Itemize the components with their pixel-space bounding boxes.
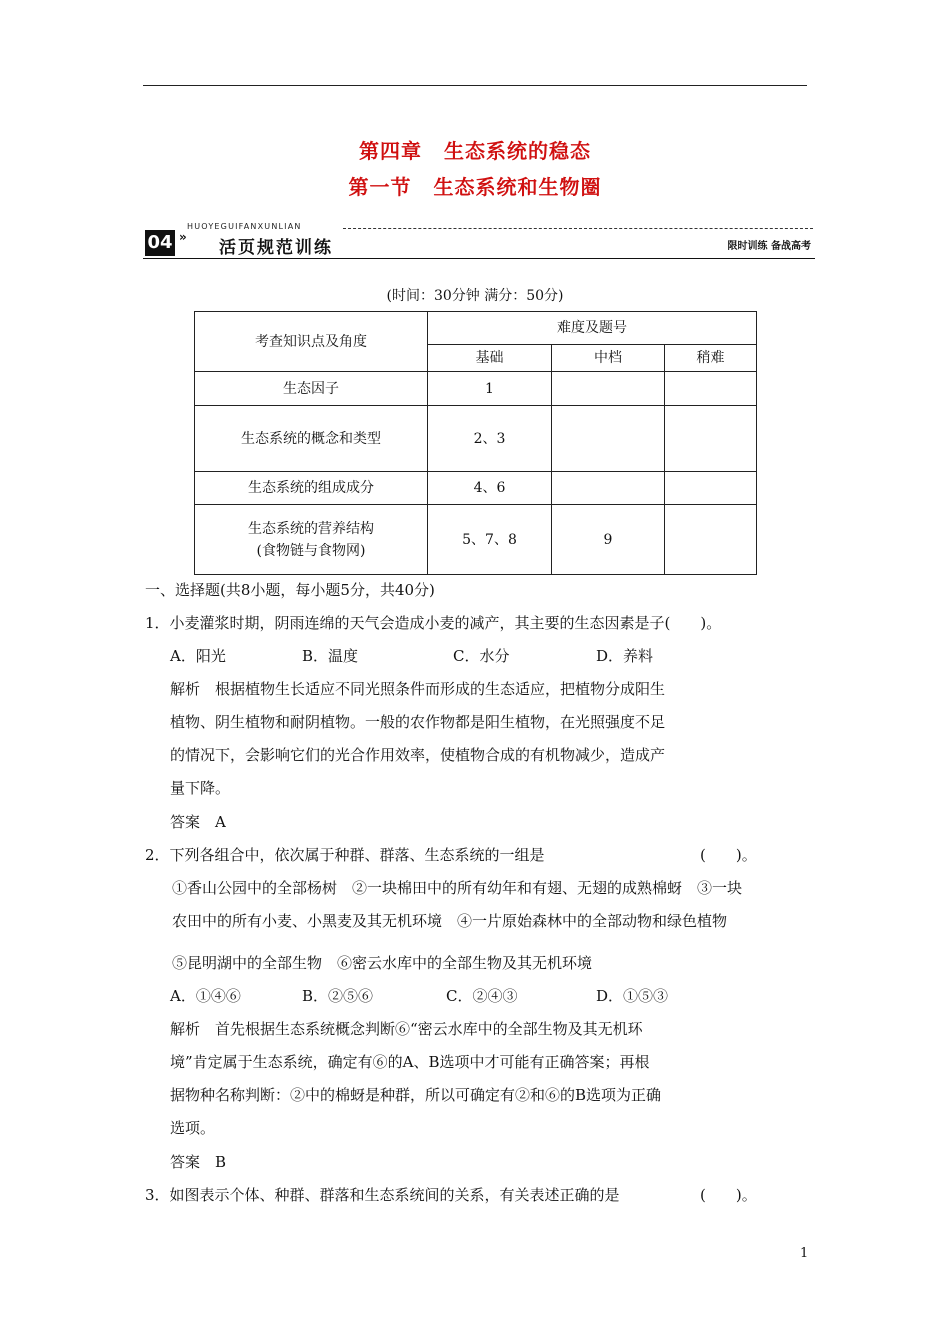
q2-answer: 答案 B	[170, 1153, 227, 1171]
q3-stem: 3．如图表示个体、种群、群落和生态系统间的关系，有关表述正确的是	[145, 1186, 620, 1204]
table-row	[195, 472, 757, 505]
table-cell-topic-line2: (食物链与食物网)	[256, 542, 366, 559]
q1-analysis-line: 解析 根据植物生长适应不同光照条件而形成的生态适应，把植物分成阳生	[170, 680, 666, 698]
q1-analysis-line: 的情况下，会影响它们的光合作用效率，使植物合成的有机物减少，造成产	[170, 746, 666, 764]
q2-analysis-line: 选项。	[170, 1119, 216, 1137]
q1-option-c: C．水分	[453, 647, 510, 665]
q1-option-d: D．养料	[596, 647, 654, 665]
table-row	[195, 505, 757, 575]
q1-option-a: A．阳光	[170, 647, 226, 665]
table-header-hard: 稍难	[665, 345, 757, 372]
table-cell-hard	[665, 505, 757, 575]
banner-dash	[343, 228, 813, 229]
banner-number: 04	[145, 230, 175, 256]
knowledge-table	[194, 311, 757, 575]
table-cell-mid: 9	[552, 505, 665, 575]
q1-analysis-line: 量下降。	[170, 779, 231, 797]
q1-answer: 答案 A	[170, 813, 226, 831]
q2-option-a: A．①④⑥	[170, 987, 241, 1005]
table-cell-topic: 生态系统的组成成分	[195, 472, 428, 505]
q1-analysis-line: 植物、阴生植物和耐阴植物。一般的农作物都是阳生植物，在光照强度不足	[170, 713, 666, 731]
q2-item-line: 农田中的所有小麦、小黑麦及其无机环境 ④一片原始森林中的全部动物和绿色植物	[172, 912, 728, 930]
q2-option-c: C．②④③	[446, 987, 518, 1005]
table-cell-hard	[665, 372, 757, 406]
table-row	[195, 406, 757, 472]
table-cell-mid	[552, 406, 665, 472]
q2-item-line: ⑤昆明湖中的全部生物 ⑥密云水库中的全部生物及其无机环境	[172, 954, 593, 972]
table-cell-mid	[552, 372, 665, 406]
table-cell-mid	[552, 472, 665, 505]
q2-stem: 2．下列各组合中，依次属于种群、群落、生态系统的一组是	[145, 846, 545, 864]
table-cell-topic: 生态因子	[195, 372, 428, 406]
q2-item-line: ①香山公园中的全部杨树 ②一块棉田中的所有幼年和有翅、无翅的成熟棉蚜 ③一块	[172, 879, 743, 897]
table-header-topic: 考查知识点及角度	[195, 312, 428, 372]
table-row	[195, 372, 757, 406]
banner-pinyin: HUOYEGUIFANXUNLIAN	[187, 222, 302, 231]
banner-name: 活页规范训练	[219, 238, 333, 258]
q2-analysis-line: 据物种名称判断：②中的棉蚜是种群，所以可确定有②和⑥的B选项为正确	[170, 1086, 662, 1104]
section-heading: 一、选择题(共8小题，每小题5分，共40分)	[145, 581, 435, 599]
table-cell-hard	[665, 472, 757, 505]
table-cell-basic: 2、3	[428, 406, 552, 472]
table-cell-basic: 5、7、8	[428, 505, 552, 575]
practice-banner	[143, 222, 815, 262]
top-rule	[143, 85, 807, 86]
table-cell-basic: 4、6	[428, 472, 552, 505]
chapter-name: 生态系统的稳态	[444, 139, 591, 163]
table-cell-topic-line1: 生态系统的营养结构	[248, 520, 374, 537]
q1-stem: 1．小麦灌浆时期，阴雨连绵的天气会造成小麦的减产，其主要的生态因素是子( )。	[145, 614, 722, 632]
banner-tagline: 限时训练 备战高考	[727, 241, 811, 252]
section-name: 生态系统和生物圈	[433, 175, 602, 199]
q2-bracket: ( )。	[700, 846, 757, 864]
table-header-difficulty: 难度及题号	[428, 312, 757, 345]
chapter-number: 第四章	[359, 139, 422, 163]
table-cell-topic	[195, 505, 428, 575]
q2-analysis-line: 境”肯定属于生态系统，确定有⑥的A、B选项中才可能有正确答案；再根	[170, 1053, 650, 1071]
q3-bracket: ( )。	[700, 1186, 757, 1204]
table-header-mid: 中档	[552, 345, 665, 372]
banner-rule	[143, 258, 815, 259]
table-cell-topic: 生态系统的概念和类型	[195, 406, 428, 472]
q2-option-b: B．②⑤⑥	[302, 987, 374, 1005]
q2-analysis-line: 解析 首先根据生态系统概念判断⑥“密云水库中的全部生物及其无机环	[170, 1020, 643, 1038]
section-title	[0, 171, 950, 200]
page-number: 1	[800, 1246, 809, 1261]
q1-option-b: B．温度	[302, 647, 359, 665]
time-score-info: (时间：30分钟 满分：50分)	[386, 288, 564, 304]
banner-arrow-icon: »	[179, 230, 187, 244]
q2-option-d: D．①⑤③	[596, 987, 669, 1005]
section-number: 第一节	[348, 175, 412, 199]
table-cell-basic: 1	[428, 372, 552, 406]
table-cell-hard	[665, 406, 757, 472]
chapter-title	[0, 135, 950, 164]
table-header-basic: 基础	[428, 345, 552, 372]
